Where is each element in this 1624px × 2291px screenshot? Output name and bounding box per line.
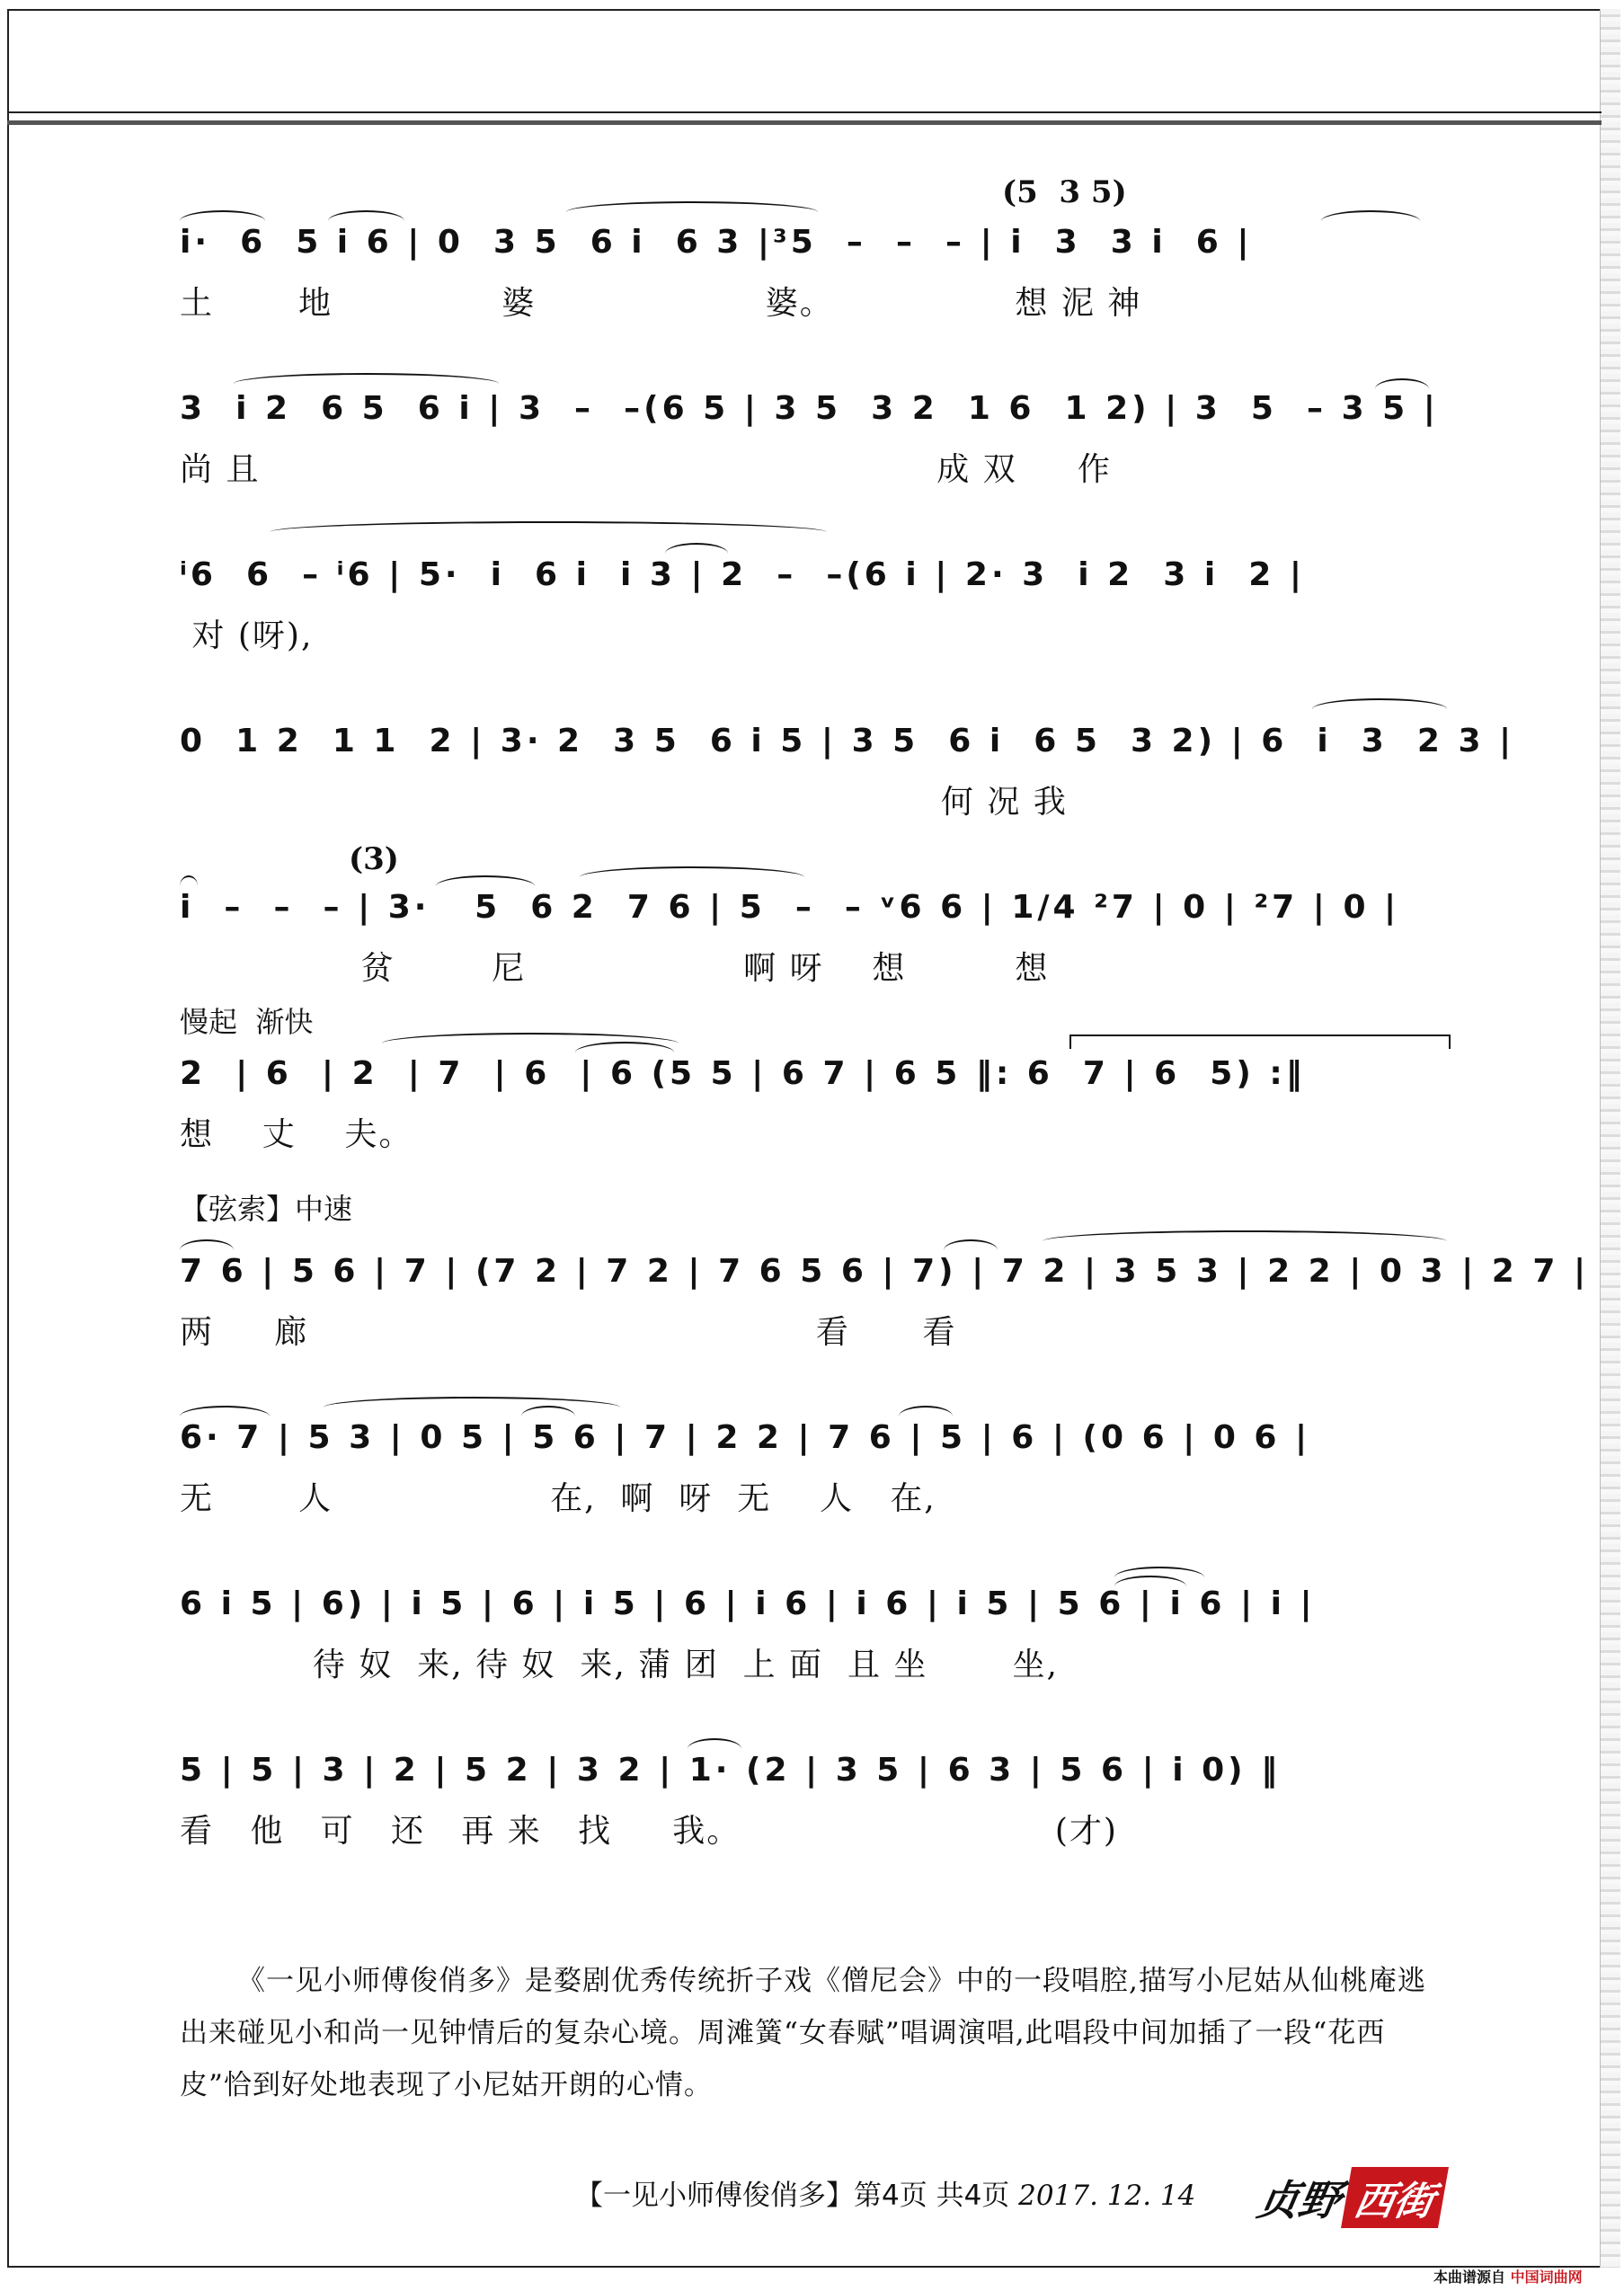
- brand-logo: [1240, 2166, 1456, 2229]
- lyrics-row: 尚 且 成 双 作: [180, 451, 1112, 488]
- slur: [1043, 1230, 1447, 1252]
- notation-row: ⁱ6 6 – ⁱ6 | 5· i 6 i i 3 | 2 – –(6 i | 2· 3 i 2 3 i 2 |: [180, 556, 1305, 593]
- repeat-ending-bracket: [1069, 1035, 1451, 1049]
- source-note: [1433, 2267, 1583, 2288]
- slur: [580, 866, 804, 888]
- slur: [665, 543, 728, 564]
- notation-row: 6 i 5 | 6) | i 5 | 6 | i 5 | 6 | i 6 | i 6 | i 5 | 5 6 | i 6 | i |: [180, 1585, 1316, 1622]
- bracketed-notes-above: (5 3 5): [1002, 174, 1127, 210]
- slur: [180, 210, 265, 232]
- lyrics-row: 对 (呀),: [180, 617, 314, 654]
- header-rule: [7, 111, 1602, 113]
- source-site-link[interactable]: 中国词曲网: [1510, 2269, 1583, 2286]
- score-line-1: [180, 174, 1456, 360]
- lyrics-row: 贫 尼 啊 呀 想 想: [180, 950, 1050, 987]
- score-line-4: [180, 706, 1515, 858]
- page-edge-decoration: [1600, 9, 1620, 2268]
- slur: [180, 1239, 234, 1261]
- slur: [566, 201, 818, 223]
- logo-text-left: 贞野: [1253, 2176, 1345, 2224]
- header-rule-thick: [7, 120, 1602, 125]
- slur: [521, 1406, 575, 1427]
- notation-row: 0 1 2 1 1 2 | 3· 2 3 5 6 i 5 | 3 5 6 i 6 5 3 2) | 6 i 3 2 3 |: [180, 723, 1515, 759]
- notation-row: i· 6 5 i 6 | 0 3 5 6 i 6 3 |³5 – – – | i 3 3 i 6 |: [180, 224, 1253, 261]
- footer-title: 【一见小师傅俊俏多】第4页 共4页: [575, 2180, 1010, 2212]
- slur: [180, 1406, 270, 1427]
- section-label: 【弦索】中速: [180, 1192, 353, 1226]
- notation-row: i – – – | 3· 5 6 2 7 6 | 5 – – ᵛ6 6 | 1/4 ²7 | 0 | ²7 | 0 |: [180, 889, 1400, 926]
- notation-row: 7 6 | 5 6 | 7 | (7 2 | 7 2 | 7 6 5 6 | 7) | 7 2 | 3 5 3 | 2 2 | 0 3 | 2 7 |: [180, 1253, 1590, 1290]
- lyrics-row: 土 地 婆 婆。 想 泥 神: [180, 285, 1142, 322]
- slur: [180, 875, 198, 897]
- lyrics-row: 无 人 在, 啊 呀 无 人 在,: [180, 1480, 936, 1517]
- notation-row: 2 | 6 | 2 | 7 | 6 | 6 (5 5 | 6 7 | 6 5 ‖: 6 7 | 6 5) :‖: [180, 1055, 1306, 1092]
- notation-row: 6· 7 | 5 3 | 0 5 | 5 6 | 7 | 2 2 | 7 6 | 5 | 6 | (0 6 | 0 6 |: [180, 1419, 1311, 1456]
- lyrics-row: 看 他 可 还 再 来 找 我。 (才): [180, 1813, 1118, 1850]
- tempo-marking: 慢起 渐快: [180, 1005, 314, 1039]
- score-line-2: [180, 373, 1456, 526]
- slur: [270, 521, 827, 543]
- slur: [1375, 378, 1429, 400]
- lyrics-row: 何 况 我: [180, 784, 1068, 821]
- slur: [944, 1239, 998, 1261]
- notation-row: 5 | 5 | 3 | 2 | 5 2 | 3 2 | 1· (2 | 3 5 | 6 3 | 5 6 | i 0) ‖: [180, 1752, 1282, 1789]
- commentary-paragraph: 《一见小师傅俊俏多》是婺剧优秀传统折子戏《僧尼会》中的一段唱腔,描写小尼姑从仙桃庵逃出来碰见小和尚一见钟情后的复杂心境。周滩簧“女春赋”唱调演唱,此唱段中间加插了一段“花西皮”恰到好处地表现了小尼姑开朗的心情。: [180, 1965, 1426, 2101]
- bracketed-note-above: (3): [349, 841, 399, 877]
- slur: [899, 1406, 953, 1427]
- slur: [688, 1738, 741, 1760]
- notation-row: 3 i 2 6 5 6 i | 3 – –(6 5 | 3 5 3 2 1 6 1 2) | 3 5 – 3 5 |: [180, 390, 1439, 427]
- slur: [436, 875, 535, 897]
- score-line-8: [180, 1402, 1456, 1555]
- slur: [328, 210, 404, 232]
- slur: [1114, 1576, 1186, 1597]
- slur: [1321, 210, 1420, 232]
- slur: [324, 1397, 620, 1418]
- slur: [234, 373, 499, 395]
- footer-date: 2017. 12. 14: [1018, 2180, 1196, 2212]
- score-line-3: [180, 539, 1456, 692]
- source-prefix: 本曲谱源自: [1433, 2269, 1506, 2286]
- slur: [575, 1042, 674, 1063]
- slur: [1312, 698, 1447, 720]
- logo-text-right: 西街: [1341, 2167, 1449, 2228]
- score-line-7: [180, 1236, 1590, 1389]
- score-line-6: [180, 1038, 1456, 1191]
- lyrics-row: 待 奴 来, 待 奴 来, 蒲 团 上 面 且 坐 坐,: [180, 1647, 1059, 1683]
- score-line-9: [180, 1568, 1456, 1721]
- score-line-5: [180, 841, 1456, 1025]
- lyrics-row: 两 廊 看 看: [180, 1314, 957, 1351]
- footer: [575, 2169, 1195, 2223]
- score-line-10: [180, 1735, 1456, 1887]
- lyrics-row: 想 丈 夫。: [180, 1116, 413, 1153]
